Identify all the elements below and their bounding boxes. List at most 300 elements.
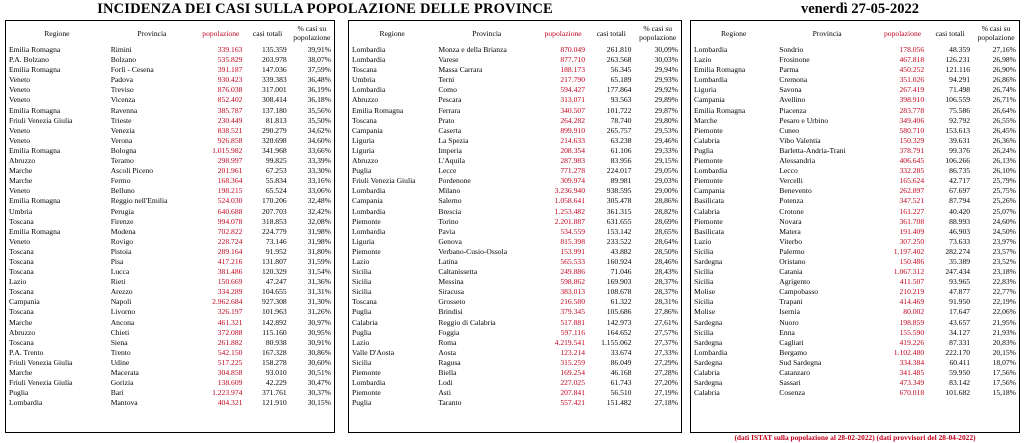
cell-regione: Toscana [352, 65, 377, 75]
table-row [691, 247, 1019, 257]
table-row [349, 85, 681, 95]
cell-popolazione: 372.088 [217, 327, 243, 337]
cell-popolazione: 2.201.887 [554, 216, 586, 226]
cell-casi-totali: 56.510 [610, 388, 632, 398]
cell-popolazione: 178.056 [899, 45, 925, 54]
cell-pct: 26,24% [992, 145, 1016, 155]
cell-casi-totali: 160.924 [606, 256, 632, 266]
table-row [349, 388, 681, 398]
cell-regione: Lombardia [352, 378, 386, 388]
cell-provincia: Avellino [779, 95, 806, 105]
cell-provincia: Treviso [110, 85, 134, 95]
cell-pct: 18,07% [992, 357, 1016, 367]
cell-provincia: Venezia [110, 125, 135, 135]
cell-pct: 28,31% [654, 297, 678, 307]
cell-provincia: Udine [110, 357, 130, 367]
cell-casi-totali: 135.359 [262, 45, 287, 54]
cell-casi-totali: 318.853 [262, 216, 287, 226]
cell-casi-totali: 93.563 [610, 95, 632, 105]
cell-provincia: Catanzaro [779, 368, 811, 377]
cell-regione: Sicilia [694, 297, 714, 307]
column-header-regione: Regione [379, 28, 405, 38]
cell-regione: Sicilia [694, 327, 714, 337]
table-row [691, 227, 1019, 237]
cell-pct: 20,83% [992, 337, 1016, 347]
cell-casi-totali: 86.049 [610, 357, 632, 367]
cell-pct: 23,52% [992, 256, 1016, 266]
cell-provincia: Verbano-Cusio-Ossola [438, 246, 508, 256]
cell-popolazione: 334.384 [899, 357, 925, 367]
cell-casi-totali: 34.127 [949, 327, 971, 337]
cell-popolazione: 264.282 [560, 115, 586, 125]
cell-regione: Calabria [694, 135, 720, 145]
cell-regione: Puglia [352, 398, 372, 408]
cell-popolazione: 838.521 [217, 125, 243, 135]
cell-pct: 27,37% [654, 337, 678, 347]
table-row [691, 338, 1019, 348]
cell-pct: 29,15% [654, 156, 678, 166]
cell-casi-totali: 151.482 [606, 398, 632, 408]
cell-provincia: Modena [110, 226, 136, 236]
cell-popolazione: 340.507 [560, 105, 586, 115]
cell-popolazione: 379.345 [560, 307, 586, 317]
cell-regione: Sicilia [694, 267, 714, 277]
cell-pct: 33,66% [307, 145, 331, 155]
table-row [349, 136, 681, 146]
cell-popolazione: 640.688 [217, 206, 243, 216]
cell-pct: 26,10% [992, 166, 1016, 176]
cell-provincia: Macerata [110, 368, 139, 377]
cell-casi-totali: 247.434 [945, 267, 971, 277]
cell-pct: 27,29% [654, 357, 678, 367]
incidence-table-3 [691, 21, 1019, 398]
cell-casi-totali: 83.142 [949, 378, 971, 388]
cell-casi-totali: 126.231 [945, 55, 971, 65]
cell-pct: 36,48% [307, 75, 331, 85]
cell-pct: 28,82% [654, 206, 678, 216]
cell-regione: Sicilia [352, 267, 372, 277]
cell-popolazione: 926.858 [217, 135, 243, 145]
table-row [6, 95, 334, 105]
cell-provincia: Gorizia [110, 378, 134, 388]
table-row [6, 338, 334, 348]
cell-popolazione: 391.187 [217, 65, 243, 75]
cell-regione: Piemonte [694, 156, 723, 166]
cell-pct: 32,42% [307, 206, 331, 216]
cell-pct: 36,18% [307, 95, 331, 105]
cell-regione: Friuli Venezia Giulia [9, 115, 73, 125]
cell-provincia: Potenza [779, 196, 804, 206]
cell-pct: 26,74% [992, 85, 1016, 95]
table-row [6, 297, 334, 307]
table-row [6, 217, 334, 227]
cell-regione: Sicilia [694, 246, 714, 256]
cell-pct: 30,37% [307, 388, 331, 398]
table-row [691, 257, 1019, 267]
table-row [349, 368, 681, 378]
cell-provincia: Vercelli [779, 176, 803, 186]
cell-pct: 23,18% [992, 267, 1016, 277]
cell-pct: 31,54% [307, 267, 331, 277]
cell-pct: 26,55% [992, 115, 1016, 125]
cell-casi-totali: 158.278 [262, 357, 287, 367]
cell-casi-totali: 282.274 [945, 246, 971, 256]
cell-regione: Piemonte [352, 388, 381, 398]
cell-casi-totali: 108.678 [606, 287, 632, 297]
cell-regione: Abruzzo [352, 156, 379, 166]
cell-regione: Piemonte [694, 216, 723, 226]
cell-popolazione: 473.349 [899, 378, 925, 388]
cell-regione: Piemonte [694, 176, 723, 186]
cell-popolazione: 3.236.940 [554, 186, 586, 196]
cell-regione: Lazio [9, 277, 27, 287]
cell-popolazione: 326.197 [217, 307, 243, 317]
cell-pct: 33,39% [307, 156, 331, 166]
cell-casi-totali: 137.180 [262, 105, 287, 115]
cell-popolazione: 815.398 [560, 236, 586, 246]
cell-pct: 17,56% [992, 368, 1016, 377]
cell-casi-totali: 59.950 [949, 368, 971, 377]
cell-pct: 30,60% [307, 357, 331, 367]
cell-casi-totali: 65.524 [265, 186, 287, 196]
cell-regione: Lombardia [694, 166, 728, 176]
cell-provincia: Pescara [438, 95, 462, 105]
cell-regione: Umbria [352, 75, 376, 85]
cell-regione: Abruzzo [9, 156, 36, 166]
cell-pct: 29,93% [654, 75, 678, 85]
cell-pct: 30,51% [307, 368, 331, 377]
cell-provincia: Monza e della Brianza [438, 45, 507, 54]
table-row [6, 267, 334, 277]
table-row [6, 398, 334, 408]
cell-popolazione: 877.710 [560, 55, 586, 65]
cell-popolazione: 283.778 [899, 105, 925, 115]
cell-regione: Veneto [9, 186, 31, 196]
cell-regione: Puglia [694, 145, 714, 155]
cell-regione: Veneto [9, 95, 31, 105]
cell-regione: Toscana [352, 115, 377, 125]
cell-casi-totali: 142.973 [606, 317, 632, 327]
cell-casi-totali: 43.657 [949, 317, 971, 327]
table-row [6, 328, 334, 338]
cell-provincia: Novara [779, 216, 802, 226]
cell-provincia: Torino [438, 216, 459, 226]
cell-casi-totali: 81.813 [265, 115, 287, 125]
cell-regione: Emilia Romagna [694, 65, 746, 75]
cell-popolazione: 262.897 [899, 186, 925, 196]
table-row [349, 196, 681, 206]
cell-casi-totali: 61.322 [610, 297, 632, 307]
cell-casi-totali: 87.331 [949, 337, 971, 347]
cell-regione: Campania [694, 95, 725, 105]
cell-regione: Piemonte [694, 125, 723, 135]
cell-casi-totali: 87.794 [949, 196, 971, 206]
cell-provincia: Chieti [110, 327, 130, 337]
cell-popolazione: 557.421 [560, 398, 586, 408]
table-row [691, 237, 1019, 247]
cell-casi-totali: 93.010 [265, 368, 287, 377]
cell-provincia: Reggio nell'Emilia [110, 196, 168, 206]
cell-provincia: Forlì - Cesena [110, 65, 154, 75]
table-row [691, 176, 1019, 186]
table-row [6, 207, 334, 217]
cell-pct: 30,97% [307, 317, 331, 327]
cell-pct: 28,43% [654, 267, 678, 277]
table-row [349, 247, 681, 257]
cell-regione: Calabria [694, 368, 720, 377]
cell-pct: 28,86% [654, 196, 678, 206]
cell-pct: 33,06% [307, 186, 331, 196]
cell-provincia: Bari [110, 388, 124, 398]
cell-pct: 29,03% [654, 176, 678, 186]
table-row [691, 368, 1019, 378]
cell-regione: Puglia [9, 388, 29, 398]
cell-pct: 24,50% [992, 226, 1016, 236]
cell-regione: Lombardia [352, 85, 386, 95]
cell-popolazione: 594.427 [560, 85, 586, 95]
incidence-table-1 [6, 21, 334, 408]
cell-pct: 33,30% [307, 166, 331, 176]
cell-regione: Toscana [9, 307, 34, 317]
cell-popolazione: 315.259 [560, 357, 586, 367]
cell-popolazione: 228.724 [217, 236, 243, 246]
cell-popolazione: 771.278 [560, 166, 586, 176]
cell-pct: 31,31% [307, 287, 331, 297]
cell-pct: 29,00% [654, 186, 678, 196]
cell-casi-totali: 938.595 [606, 186, 632, 196]
table-row [349, 358, 681, 368]
cell-pct: 25,07% [992, 206, 1016, 216]
cell-provincia: Oristano [779, 256, 806, 266]
cell-popolazione: 287.983 [560, 156, 586, 166]
cell-regione: Lombardia [694, 45, 728, 54]
cell-pct: 21,95% [992, 317, 1016, 327]
cell-regione: Piemonte [352, 216, 381, 226]
table-row [691, 358, 1019, 368]
cell-regione: Emilia Romagna [9, 45, 61, 54]
cell-regione: Sardegna [694, 337, 723, 347]
table-row [691, 75, 1019, 85]
column-header-casi-totali: casi totali [935, 28, 965, 38]
cell-casi-totali: 93.965 [949, 277, 971, 287]
cell-provincia: Rieti [110, 277, 126, 287]
cell-pct: 24,60% [992, 216, 1016, 226]
cell-casi-totali: 320.698 [262, 135, 287, 145]
cell-pct: 29,53% [654, 125, 678, 135]
cell-popolazione: 165.624 [899, 176, 925, 186]
table-row [349, 176, 681, 186]
cell-regione: Sardegna [694, 256, 723, 266]
cell-popolazione: 150.669 [217, 277, 243, 287]
cell-regione: Emilia Romagna [352, 105, 404, 115]
cell-provincia: Trieste [110, 115, 132, 125]
cell-popolazione: 201.961 [217, 166, 243, 176]
cell-regione: Marche [694, 115, 718, 125]
cell-provincia: Firenze [110, 216, 134, 226]
cell-popolazione: 2.962.684 [212, 297, 243, 307]
column-header-popolazione: popolazione [884, 28, 922, 38]
cell-pct: 30,03% [654, 55, 678, 65]
cell-pct: 27,57% [654, 327, 678, 337]
cell-regione: Toscana [9, 246, 34, 256]
cell-provincia: Ancona [110, 317, 135, 327]
cell-casi-totali: 105.686 [606, 307, 632, 317]
cell-provincia: Viterbo [779, 236, 803, 246]
cell-provincia: Brescia [438, 206, 462, 216]
cell-pct: 39,91% [307, 45, 331, 54]
cell-regione: Molise [694, 287, 716, 297]
cell-pct: 34,60% [307, 135, 331, 145]
table-header-row [6, 21, 334, 45]
cell-provincia: Mantova [110, 398, 138, 408]
cell-provincia: Imperia [438, 145, 462, 155]
cell-popolazione: 404.321 [217, 398, 243, 408]
cell-provincia: Parma [779, 65, 799, 75]
cell-casi-totali: 91.952 [265, 246, 287, 256]
table-row [349, 95, 681, 105]
cell-casi-totali: 86.735 [949, 166, 971, 176]
table-row [6, 196, 334, 206]
column-header-popolazione: popolazione [202, 28, 240, 38]
cell-pct: 17,56% [992, 378, 1016, 388]
cell-casi-totali: 47.877 [949, 287, 971, 297]
table-panel-1 [5, 20, 335, 433]
cell-pct: 34,62% [307, 125, 331, 135]
cell-casi-totali: 106.266 [945, 156, 971, 166]
table-row [349, 217, 681, 227]
cell-regione: Emilia Romagna [9, 145, 61, 155]
table-row [349, 287, 681, 297]
cell-popolazione: 383.013 [560, 287, 586, 297]
cell-casi-totali: 371.761 [262, 388, 287, 398]
cell-casi-totali: 67.253 [265, 166, 287, 176]
cell-pct: 15,18% [992, 388, 1016, 398]
cell-popolazione: 341.485 [899, 368, 925, 377]
table-row [6, 227, 334, 237]
cell-provincia: Lucca [110, 267, 130, 277]
cell-popolazione: 565.533 [560, 256, 586, 266]
cell-provincia: Pordenone [438, 176, 471, 186]
column-header-pct [634, 21, 681, 45]
cell-casi-totali: 35.389 [949, 256, 971, 266]
cell-popolazione: 349.406 [899, 115, 925, 125]
cell-provincia: Trapani [779, 297, 803, 307]
page-title: INCIDENZA DEI CASI SULLA POPOLAZIONE DELLE PROVINCE [97, 1, 553, 17]
cell-casi-totali: 47.247 [265, 277, 287, 287]
table-row [6, 65, 334, 75]
cell-casi-totali: 104.655 [262, 287, 287, 297]
cell-pct: 26,71% [992, 95, 1016, 105]
cell-casi-totali: 99.376 [949, 145, 971, 155]
cell-popolazione: 150.329 [899, 135, 925, 145]
cell-popolazione: 332.285 [899, 166, 925, 176]
cell-provincia: Crotone [779, 206, 804, 216]
cell-pct: 30,91% [307, 337, 331, 347]
cell-regione: Veneto [9, 75, 31, 85]
cell-pct: 35,50% [307, 115, 331, 125]
column-header-regione: Regione [720, 28, 747, 38]
table-row [6, 85, 334, 95]
cell-popolazione: 381.486 [217, 267, 243, 277]
cell-provincia: Catania [779, 267, 803, 277]
cell-regione: Emilia Romagna [9, 226, 61, 236]
cell-casi-totali: 308.414 [262, 95, 287, 105]
cell-popolazione: 198.215 [217, 186, 243, 196]
cell-pct: 31,30% [307, 297, 331, 307]
table-row [6, 176, 334, 186]
cell-casi-totali: 89.981 [610, 176, 632, 186]
cell-pct: 29,05% [654, 166, 678, 176]
cell-provincia: Como [438, 85, 457, 95]
cell-popolazione: 80.002 [903, 307, 925, 317]
cell-popolazione: 123.214 [560, 347, 586, 357]
cell-provincia: Teramo [110, 156, 134, 166]
cell-popolazione: 210.219 [899, 287, 925, 297]
cell-regione: Friuli Venezia Giulia [9, 378, 73, 388]
cell-pct: 31,98% [307, 226, 331, 236]
report-date: venerdì 27-05-2022 [801, 1, 919, 17]
cell-pct: 31,98% [307, 236, 331, 246]
cell-casi-totali: 265.757 [606, 125, 632, 135]
cell-regione: Campania [352, 125, 383, 135]
table-row [349, 338, 681, 348]
cell-provincia: Perugia [110, 206, 134, 216]
cell-popolazione: 267.419 [899, 85, 925, 95]
table-row [691, 277, 1019, 287]
cell-pct: 33,16% [307, 176, 331, 186]
pct-header-line1: % casi su [643, 24, 673, 33]
cell-pct: 29,87% [654, 105, 678, 115]
cell-casi-totali: 42.717 [949, 176, 971, 186]
cell-popolazione: 150.486 [899, 256, 925, 266]
cell-regione: Marche [9, 176, 33, 186]
cell-pct: 22,83% [992, 277, 1016, 287]
column-header-casi-totali: casi totali [252, 28, 283, 38]
cell-provincia: Roma [438, 337, 457, 347]
cell-popolazione: 214.633 [560, 135, 586, 145]
cell-regione: Friuli Venezia Giulia [9, 357, 73, 367]
cell-popolazione: 4.219.541 [554, 337, 586, 347]
cell-provincia: Livorno [110, 307, 136, 317]
cell-pct: 31,36% [307, 277, 331, 287]
cell-regione: Veneto [9, 125, 31, 135]
cell-regione: Lombardia [352, 206, 386, 216]
table-row [349, 237, 681, 247]
cell-popolazione: 852.402 [217, 95, 243, 105]
cell-popolazione: 1.067.312 [893, 267, 925, 277]
cell-casi-totali: 167.328 [262, 347, 287, 357]
cell-popolazione: 298.997 [217, 156, 243, 166]
table-header-row [691, 21, 1019, 45]
cell-provincia: Rimini [110, 45, 132, 54]
table-row [349, 398, 681, 408]
cell-provincia: Brindisi [438, 307, 463, 317]
cell-pct: 28,65% [654, 226, 678, 236]
table-row [349, 348, 681, 358]
cell-regione: Sardegna [694, 357, 723, 367]
cell-regione: Liguria [694, 85, 717, 95]
cell-regione: Emilia Romagna [9, 196, 61, 206]
table-row [691, 378, 1019, 388]
cell-casi-totali: 224.017 [606, 166, 632, 176]
table-row [691, 106, 1019, 116]
cell-popolazione: 524.030 [217, 196, 243, 206]
column-header-casi-totali: casi totali [596, 28, 626, 38]
cell-regione: Puglia [352, 327, 372, 337]
cell-pct: 31,80% [307, 246, 331, 256]
cell-popolazione: 535.829 [217, 55, 243, 65]
cell-casi-totali: 99.825 [265, 156, 287, 166]
